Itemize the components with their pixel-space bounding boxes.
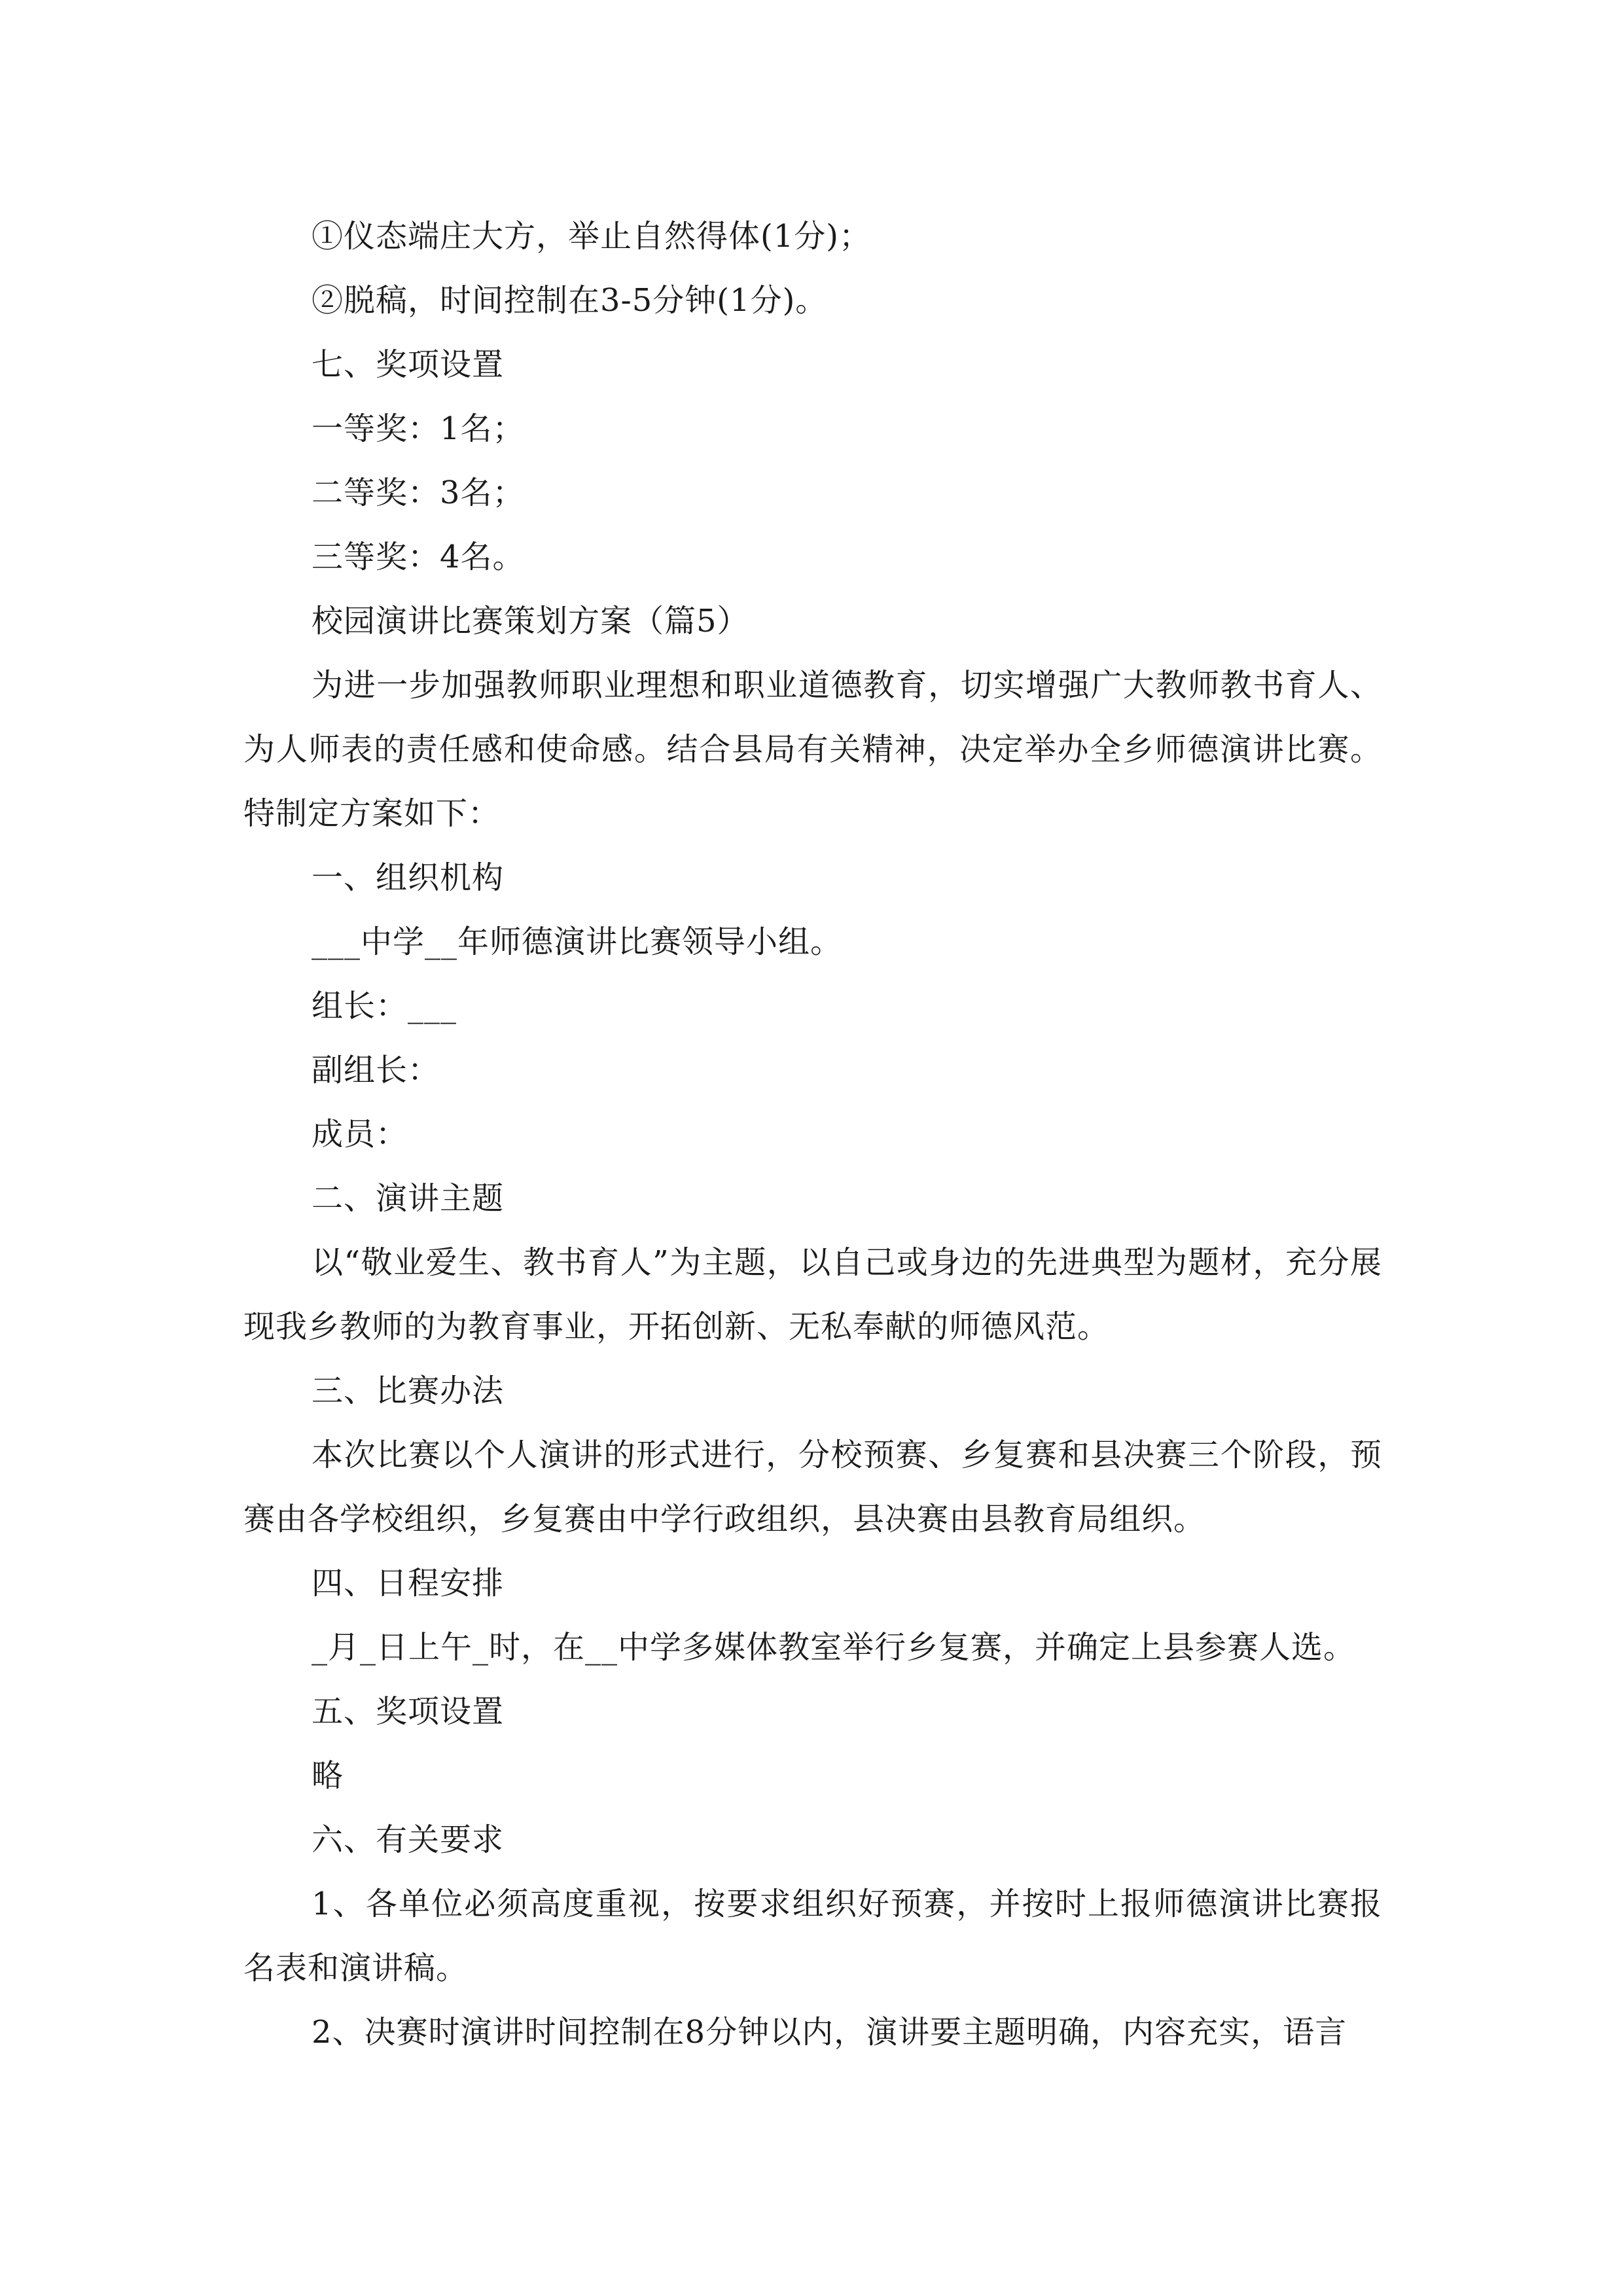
section-heading-awards: 七、奖项设置 [312,346,505,383]
method-paragraph: 本次比赛以个人演讲的形式进行，分校预赛、乡复赛和县决赛三个阶段，预赛由各学校组织，乡复赛由中学行政组织，县决赛由县教育局组织。 [243,1437,1382,1537]
requirement-item-1: 1、各单位必须高度重视，按要求组织好预赛，并按时上报师德演讲比赛报名表和演讲稿。 [243,1886,1382,1986]
prizes-omitted: 略 [312,1757,344,1794]
criterion-demeanor: ①仪态端庄大方，举止自然得体(1分)； [312,218,871,255]
document-body [243,204,1382,2064]
award-second: 二等奖：3名； [312,475,525,511]
section-heading-schedule: 四、日程安排 [312,1565,505,1602]
section-heading-requirements: 六、有关要求 [312,1821,505,1858]
members: 成员： [312,1116,408,1153]
deputy-leader: 副组长： [312,1052,440,1088]
award-third: 三等奖：4名。 [312,539,525,575]
section-heading-prizes: 五、奖项设置 [312,1693,505,1730]
criterion-time: ②脱稿，时间控制在3-5分钟(1分)。 [312,282,828,319]
intro-paragraph: 为进一步加强教师职业理想和职业道德教育，切实增强广大教师教书育人、为人师表的责任感和使命感。结合县局有关精神，决定举办全乡师德演讲比赛。特制定方案如下： [243,667,1382,832]
schedule-line: _月_日上午_时，在__中学多媒体教室举行乡复赛，并确定上县参赛人选。 [312,1629,1356,1666]
leadership-group: ___中学__年师德演讲比赛领导小组。 [312,924,843,960]
theme-paragraph: 以“敬业爱生、教书育人”为主题，以自己或身边的先进典型为题材，充分展现我乡教师的为教育事业，开拓创新、无私奉献的师德风范。 [243,1244,1382,1345]
award-first: 一等奖：1名； [312,410,525,447]
requirement-item-2: 2、决赛时演讲时间控制在8分钟以内，演讲要主题明确，内容充实，语言 [312,2014,1347,2051]
section-heading-method: 三、比赛办法 [312,1372,505,1409]
section-heading-organization: 一、组织机构 [312,859,505,896]
plan-title: 校园演讲比赛策划方案（篇5） [312,603,749,639]
group-leader: 组长：___ [312,988,457,1024]
section-heading-theme: 二、演讲主题 [312,1180,505,1217]
